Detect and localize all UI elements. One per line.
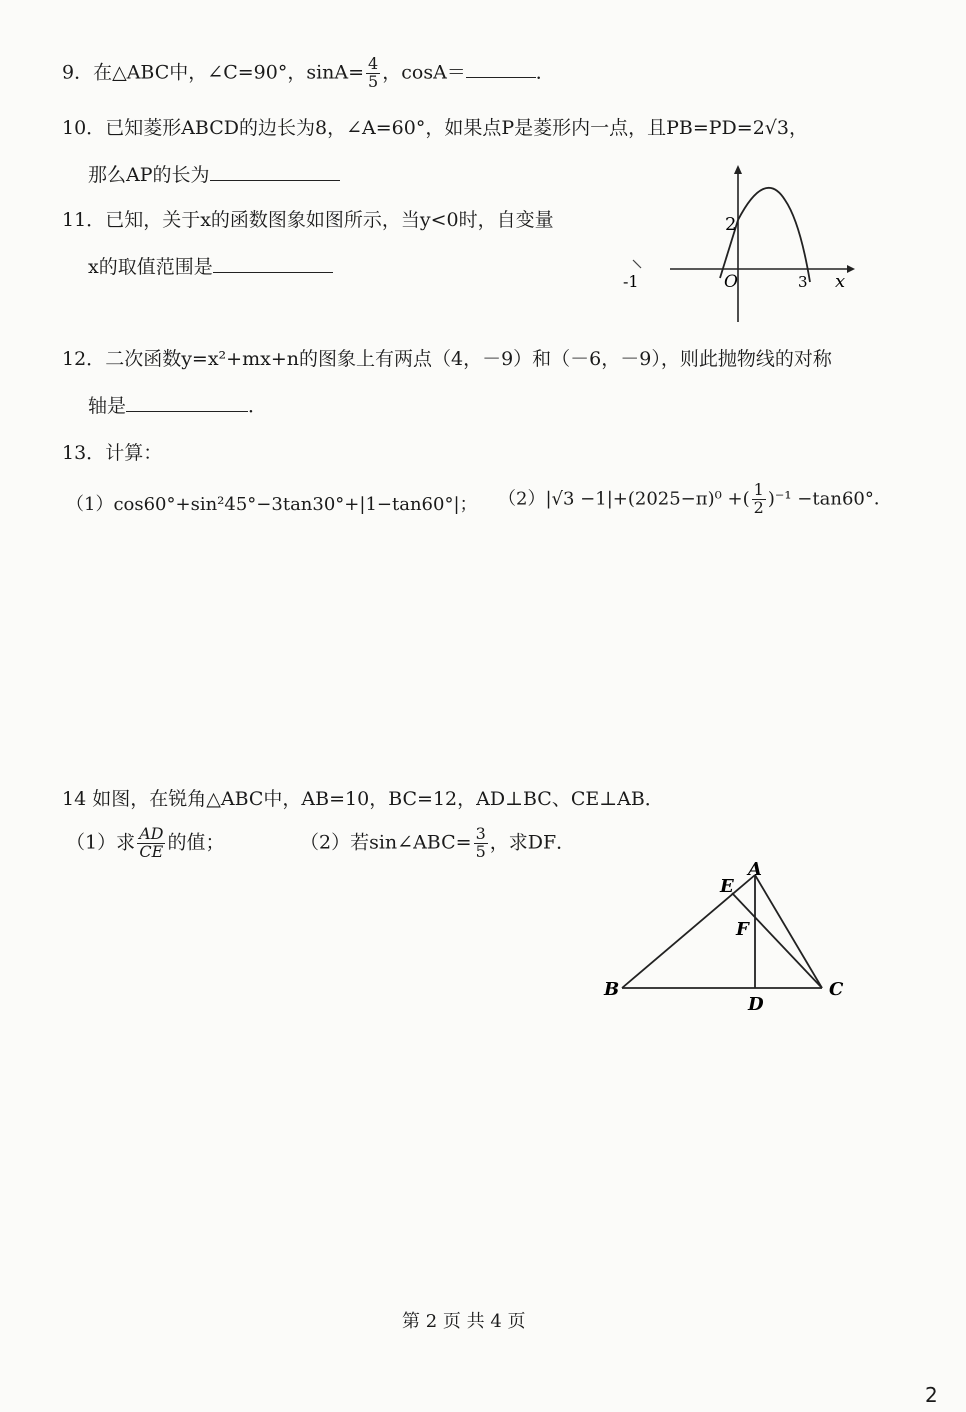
page-number: 2 (925, 1383, 938, 1407)
fraction: $\frac{3}{5}$ (475, 824, 486, 861)
y-axis-arrow (734, 165, 742, 174)
label-e: E (720, 876, 734, 897)
function-graph (615, 160, 865, 330)
label-x: x (835, 271, 846, 292)
question-text: 二次函数y=x²+mx+n的图象上有两点（4，－9）和（－6，－9），则此抛物线的对称 (105, 348, 832, 370)
label-2: 2 (725, 214, 737, 235)
label-b: B (604, 979, 620, 1000)
question-number: 12． (62, 348, 106, 370)
segment-ac (755, 875, 822, 988)
question-text: 如图，在锐角△ABC中，AB=10，BC=12，AD⊥BC、CE⊥AB． (92, 788, 664, 810)
question-text: 轴是 (88, 395, 127, 417)
question-text: x的取值范围是 (88, 256, 213, 278)
x-axis-arrow (847, 265, 855, 273)
label-3: 3 (798, 273, 808, 291)
label-c: C (829, 979, 844, 1000)
question-number: 9． (62, 61, 94, 84)
question-9: 9．在△ABC中，∠C=90°，sinA= $\frac{4}{5}$ ，cosA＝ ． (62, 54, 555, 91)
question-14-part2: （2）若sin∠ABC= $\frac{3}{5}$ ，求DF． (300, 824, 576, 861)
question-number: 13． (62, 442, 106, 464)
question-13 (62, 438, 162, 465)
question-10 (62, 113, 808, 140)
question-number: 14 (62, 788, 87, 810)
answer-blank[interactable] (126, 393, 248, 412)
question-10-line2 (88, 160, 340, 187)
label-d: D (748, 994, 764, 1015)
question-text: 已知菱形ABCD的边长为8，∠A=60°，如果点P是菱形内一点，且PB=PD=2√3， (105, 117, 808, 139)
question-14 (62, 784, 664, 811)
label-origin: O (724, 272, 738, 292)
question-text: 在△ABC中，∠C=90°，sinA= (93, 61, 365, 84)
triangle-figure (560, 855, 860, 1020)
question-13-part2 (498, 482, 892, 517)
question-13-part1 (66, 490, 478, 516)
page-footer: 第 2 页 共 4 页 (402, 1311, 526, 1332)
question-text: 计算： (105, 442, 163, 464)
answer-blank[interactable] (210, 162, 340, 181)
question-text: 已知，关于x的函数图象如图所示，当y<0时，自变量 (105, 209, 554, 231)
answer-blank[interactable] (466, 59, 536, 78)
fraction: $\frac{1}{2}$ (753, 480, 764, 517)
answer-blank[interactable] (213, 254, 333, 273)
label-a: A (748, 859, 762, 880)
expression-1: （1）cos60°+sin²45°−3tan30°+|1−tan60°|； (66, 494, 478, 515)
parabola-curve (738, 188, 810, 282)
question-number: 11． (62, 209, 106, 231)
fraction: $\frac{AD}{CE}$ (139, 824, 164, 861)
expression-2-tail: )⁻¹ −tan60°． (767, 488, 892, 510)
question-text: 那么AP的长为 (88, 164, 210, 186)
segment-ce (732, 893, 822, 988)
question-14-part1: （1）求 $\frac{AD}{CE}$ 的值； (66, 824, 225, 861)
question-number: 10． (62, 117, 106, 139)
tick-mark (633, 260, 641, 268)
question-11-line2 (88, 252, 333, 279)
question-12-line2: 轴是 ． (88, 395, 268, 417)
expression-2: （2）|√3 −1|+(2025−π)⁰ +( (498, 488, 750, 510)
question-11 (62, 205, 554, 232)
question-12 (62, 344, 832, 371)
label-neg1: -1 (623, 272, 639, 291)
label-f: F (736, 919, 749, 940)
question-text: ，cosA＝ (382, 61, 466, 84)
fraction: $\frac{4}{5}$ (368, 54, 379, 91)
